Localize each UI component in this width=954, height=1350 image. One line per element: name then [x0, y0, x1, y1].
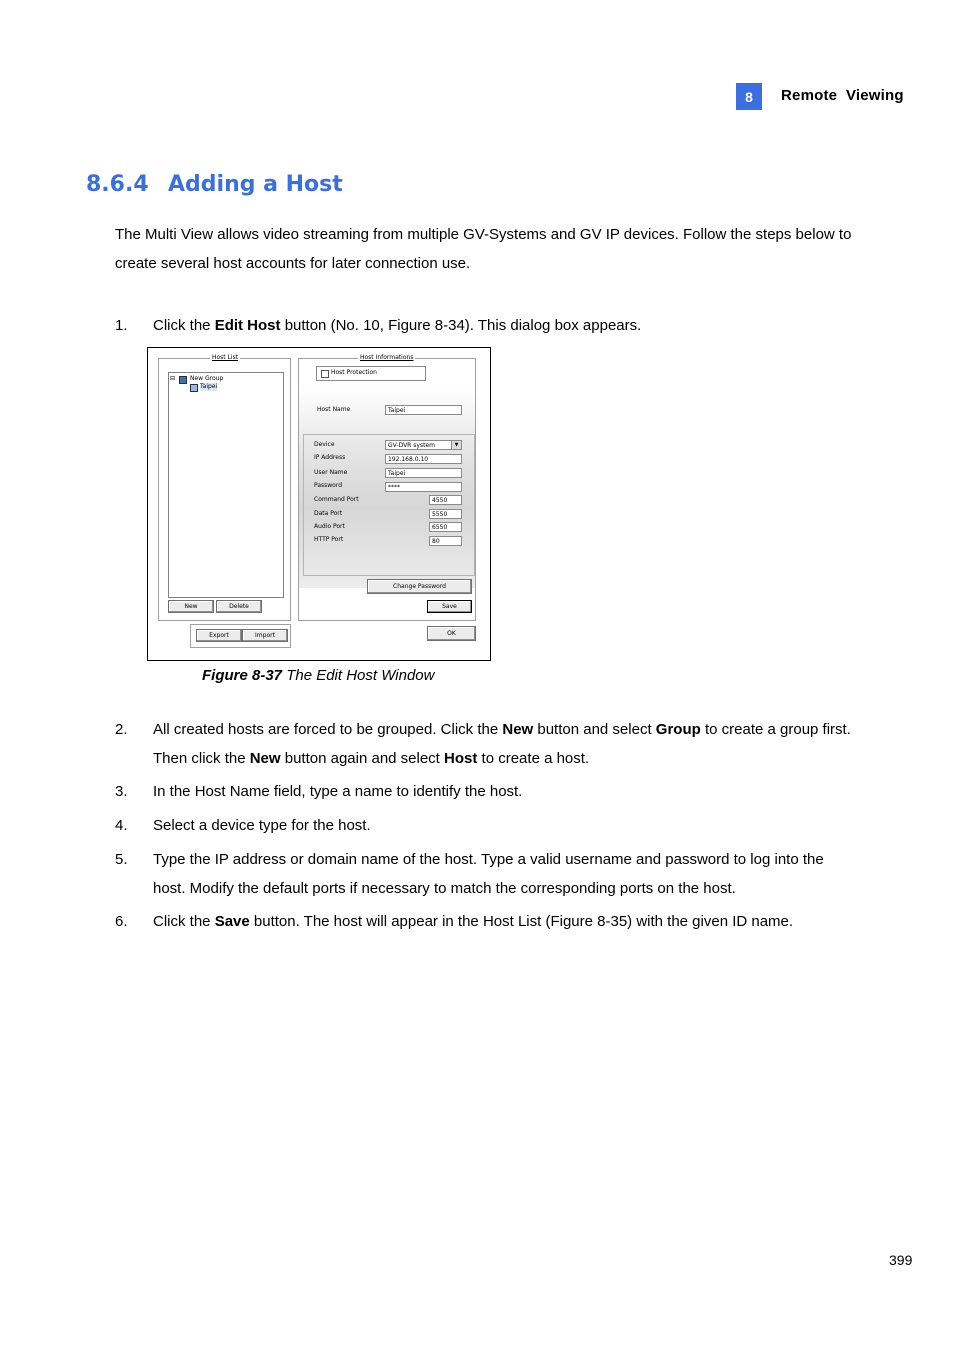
step-3-text: In the Host Name field, type a name to identify the host.: [153, 783, 523, 800]
step-1-number: 1.: [115, 317, 128, 334]
chevron-down-icon[interactable]: ▼: [451, 441, 461, 449]
host-icon: [190, 384, 198, 392]
host-protection-checkbox[interactable]: [321, 370, 329, 378]
chapter-title: Remote Viewing: [781, 87, 904, 104]
audio-port-field[interactable]: 6550: [429, 522, 462, 532]
intro-paragraph: The Multi View allows video streaming from multiple GV-Systems and GV IP devices. Follow the steps below to create several host accounts for later connection use.: [115, 226, 852, 272]
section-number: 8.6.4: [86, 172, 149, 197]
user-name-field[interactable]: Taipei: [385, 468, 462, 478]
step-5-text: Type the IP address or domain name of the host. Type a valid username and password to log into the host. Modify the default ports if necessary to match the corresponding ports on the host.: [153, 851, 824, 897]
command-port-label: Command Port: [314, 496, 359, 503]
password-field[interactable]: ****: [385, 482, 462, 492]
step-6-text: Click the Save button. The host will appear in the Host List (Figure 8-35) with the given ID name.: [153, 913, 794, 930]
command-port-field[interactable]: 4550: [429, 495, 462, 505]
new-button[interactable]: New: [168, 600, 214, 613]
step-3-number: 3.: [115, 783, 128, 800]
http-port-field[interactable]: 80: [429, 536, 462, 546]
password-label: Password: [314, 482, 343, 489]
tree-host-label[interactable]: Taipei: [200, 383, 218, 390]
ok-button[interactable]: OK: [427, 626, 476, 641]
save-button[interactable]: Save: [427, 600, 472, 613]
export-button[interactable]: Export: [196, 629, 242, 642]
device-value: GV-DVR system: [388, 442, 435, 449]
data-port-field[interactable]: 5550: [429, 509, 462, 519]
step-4-text: Select a device type for the host.: [153, 817, 371, 834]
audio-port-label: Audio Port: [314, 523, 345, 530]
data-port-label: Data Port: [314, 510, 343, 517]
group-icon: [179, 376, 187, 384]
step-6-number: 6.: [115, 913, 128, 930]
step-5-number: 5.: [115, 851, 128, 868]
tree-group-label[interactable]: New Group: [190, 375, 224, 382]
step-1-text: Click the Edit Host button (No. 10, Figure 8-34). This dialog box appears.: [153, 317, 642, 334]
device-label: Device: [314, 441, 335, 448]
page-number: 399: [889, 1252, 913, 1268]
ip-address-label: IP Address: [314, 454, 346, 461]
user-name-label: User Name: [314, 469, 348, 476]
ip-address-field[interactable]: 192.168.0.10: [385, 454, 462, 464]
host-name-label: Host Name: [317, 406, 351, 413]
host-tree[interactable]: [168, 372, 284, 598]
change-password-button[interactable]: Change Password: [367, 579, 472, 594]
step-2-number: 2.: [115, 721, 128, 738]
host-protection-label: Host Protection: [331, 369, 377, 376]
step-4-number: 4.: [115, 817, 128, 834]
section-title: Adding a Host: [168, 172, 343, 197]
figure-caption: Figure 8-37 The Edit Host Window: [202, 667, 435, 684]
http-port-label: HTTP Port: [314, 536, 344, 543]
device-select[interactable]: [385, 440, 462, 450]
chapter-badge: 8: [736, 83, 762, 110]
delete-button[interactable]: Delete: [216, 600, 262, 613]
tree-expand-icon[interactable]: ⊟: [170, 375, 176, 382]
host-info-title: Host Informations: [360, 354, 414, 361]
host-name-field[interactable]: Taipei: [385, 405, 462, 415]
edit-host-window-figure: [147, 347, 491, 661]
step-2-text: All created hosts are forced to be grouped. Click the New button and select Group to create a group first. Then click the New button again and select Host to create a host.: [153, 721, 851, 767]
import-button[interactable]: Import: [242, 629, 288, 642]
host-list-title: Host List: [212, 354, 239, 361]
